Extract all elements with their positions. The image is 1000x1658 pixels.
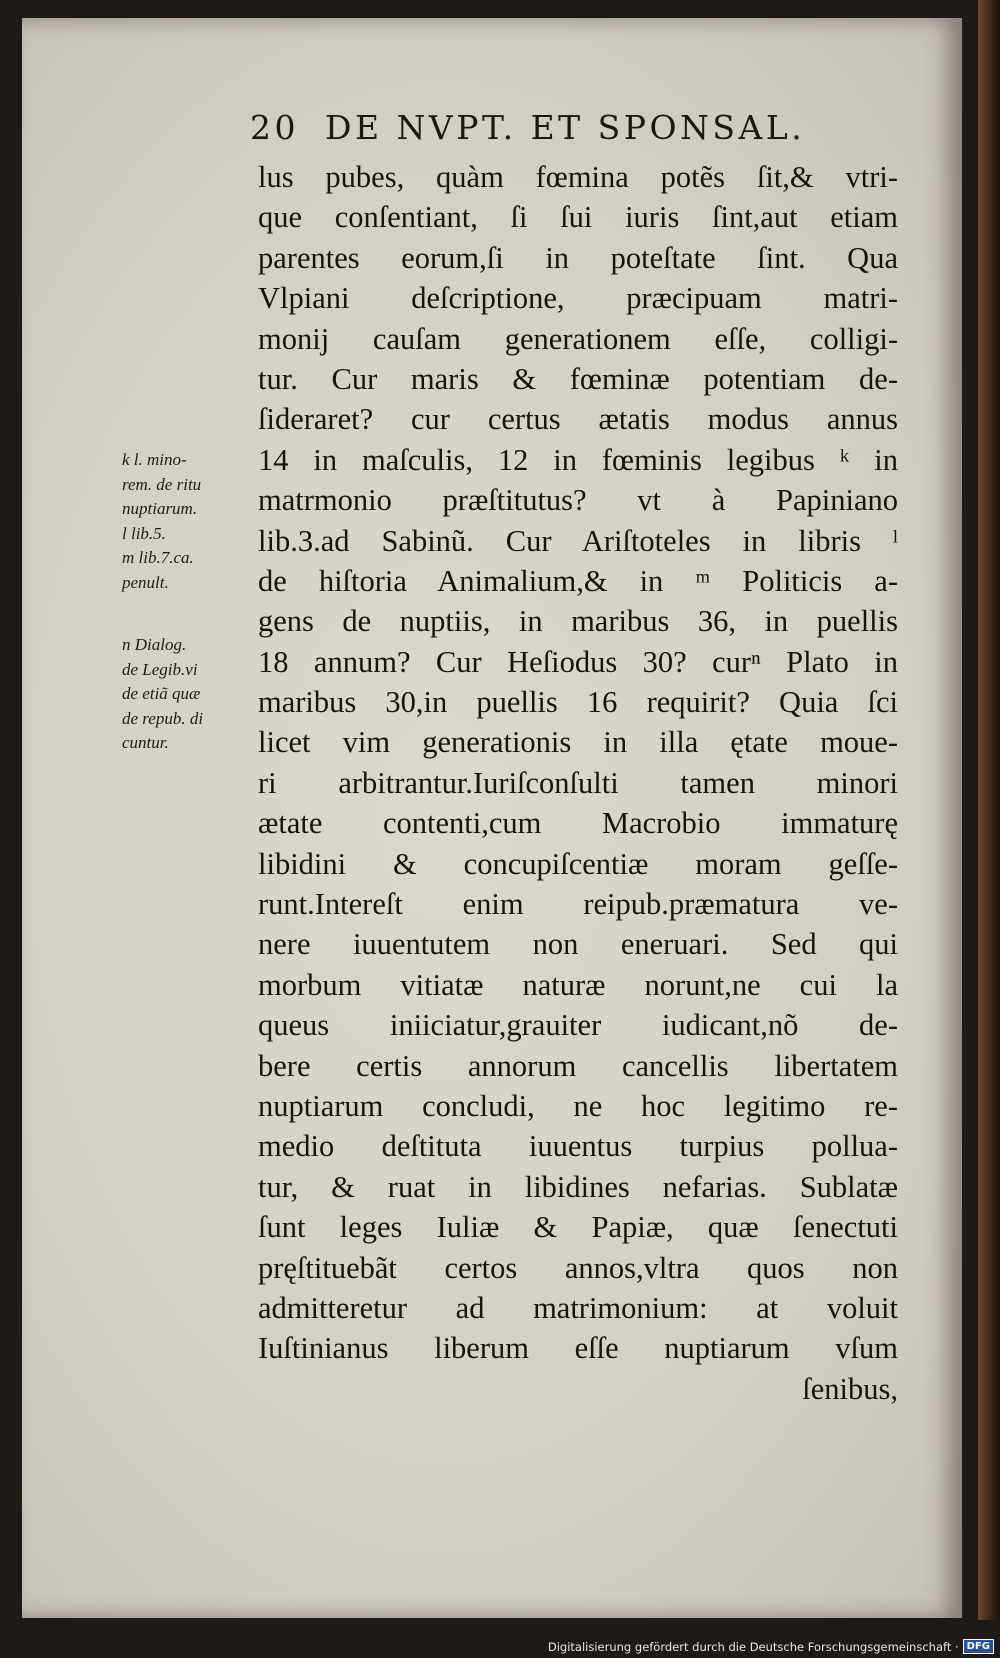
marginal-note-line: de Legib.vi <box>122 659 198 679</box>
text-line: morbum vitiatæ naturæ norunt,ne cui la <box>258 967 898 1002</box>
marginal-note-line: m lib.7.ca. <box>122 548 194 567</box>
text-line: ſideraret? cur certus ætatis modus annus <box>258 402 898 437</box>
credit-text: Digitalisierung gefördert durch die Deutsche Forschungsgemeinschaft · <box>547 1639 959 1654</box>
text-line: monij cauſam generationem eſſe, colligi- <box>258 321 898 356</box>
text-line: libidini & concupiſcentiæ moram geſſe- <box>258 846 898 881</box>
footer-credit <box>548 1639 994 1654</box>
text-line: queus iniiciatur,grauiter iudicant,nõ de- <box>258 1008 898 1043</box>
text-line: tur, & ruat in libidines nefarias. Sublatæ <box>258 1169 898 1204</box>
text-line: ætate contenti,cum Macrobio immaturę <box>258 806 898 841</box>
marginal-note-line: n Dialog. <box>122 635 187 654</box>
dfg-logo: DFG <box>963 1639 994 1654</box>
text-line: bere certis annorum cancellis libertatem <box>258 1048 898 1083</box>
text-line: medio deſtituta iuuentus turpius pollua- <box>258 1129 898 1164</box>
note-spacer <box>122 595 262 633</box>
text-line: pręſtituebãt certos annos,vltra quos non <box>258 1250 898 1285</box>
marginal-note-line: k l. mino- <box>122 450 187 469</box>
text-line: 18 annum? Cur Heſiodus 30? curⁿ Plato in <box>258 644 898 679</box>
text-line: parentes eorum,ſi in poteſtate ſint. Qua <box>258 240 898 275</box>
main-text <box>258 157 898 1409</box>
text-line: runt.Intereſt enim reipub.præmatura ve- <box>258 887 898 922</box>
text-line: gens de nuptiis, in maribus 36, in puellis <box>258 604 898 639</box>
text-line: de hiſtoria Animalium,& in ᵐ Politicis a- <box>258 563 898 598</box>
marginal-note-group-2 <box>122 633 262 756</box>
text-line: matrmonio præſtitutus? vt à Papiniano <box>258 483 898 518</box>
running-title: DE NVPT. ET SPONSAL. <box>325 108 806 147</box>
text-line: tur. Cur maris & fœminæ potentiam de- <box>258 361 898 396</box>
marginal-note-line: de repub. di <box>122 708 204 728</box>
page-number: 20 <box>250 108 299 147</box>
marginal-note-line: penult. <box>122 572 169 592</box>
text-line: ſunt leges Iuliæ & Papiæ, quæ ſenectuti <box>258 1210 898 1245</box>
text-line: admitteretur ad matrimonium: at voluit <box>258 1290 898 1325</box>
marginal-note-line: l lib.5. <box>122 523 166 543</box>
text-line: nuptiarum concludi, ne hoc legitimo re- <box>258 1088 898 1123</box>
text-line: nere iuuentutem non eneruari. Sed qui <box>258 927 898 962</box>
marginal-notes <box>122 448 262 756</box>
text-line: que conſentiant, ſi ſui iuris ſint,aut etiam <box>258 200 898 235</box>
text-line: ri arbitrantur.Iuriſconſulti tamen minori <box>258 765 898 800</box>
text-line: maribus 30,in puellis 16 requirit? Quia ſci <box>258 685 898 720</box>
marginal-note-group-1 <box>122 448 262 595</box>
marginal-note-line: rem. de ritu <box>122 474 202 494</box>
marginal-note-line: cuntur. <box>122 733 169 752</box>
text-line: lib.3.ad Sabinũ. Cur Ariſtoteles in libris ˡ <box>258 523 898 558</box>
text-line: lus pubes, quàm fœmina potẽs ſit,& vtri- <box>258 160 898 194</box>
text-line: 14 in maſculis, 12 in fœminis legibus ᵏ in <box>258 442 898 477</box>
text-line: Iuſtinianus liberum eſſe nuptiarum vſum <box>258 1331 898 1366</box>
marginal-note-line: nuptiarum. <box>122 499 198 518</box>
text-line: licet vim generationis in illa ętate moue- <box>258 725 898 760</box>
book-edge <box>978 0 1000 1620</box>
text-line: ſenibus, <box>802 1371 898 1406</box>
marginal-note-line: de etiã quæ <box>122 684 201 703</box>
running-header <box>250 108 870 147</box>
text-line: Vlpiani deſcriptione, præcipuam matri- <box>258 281 898 316</box>
